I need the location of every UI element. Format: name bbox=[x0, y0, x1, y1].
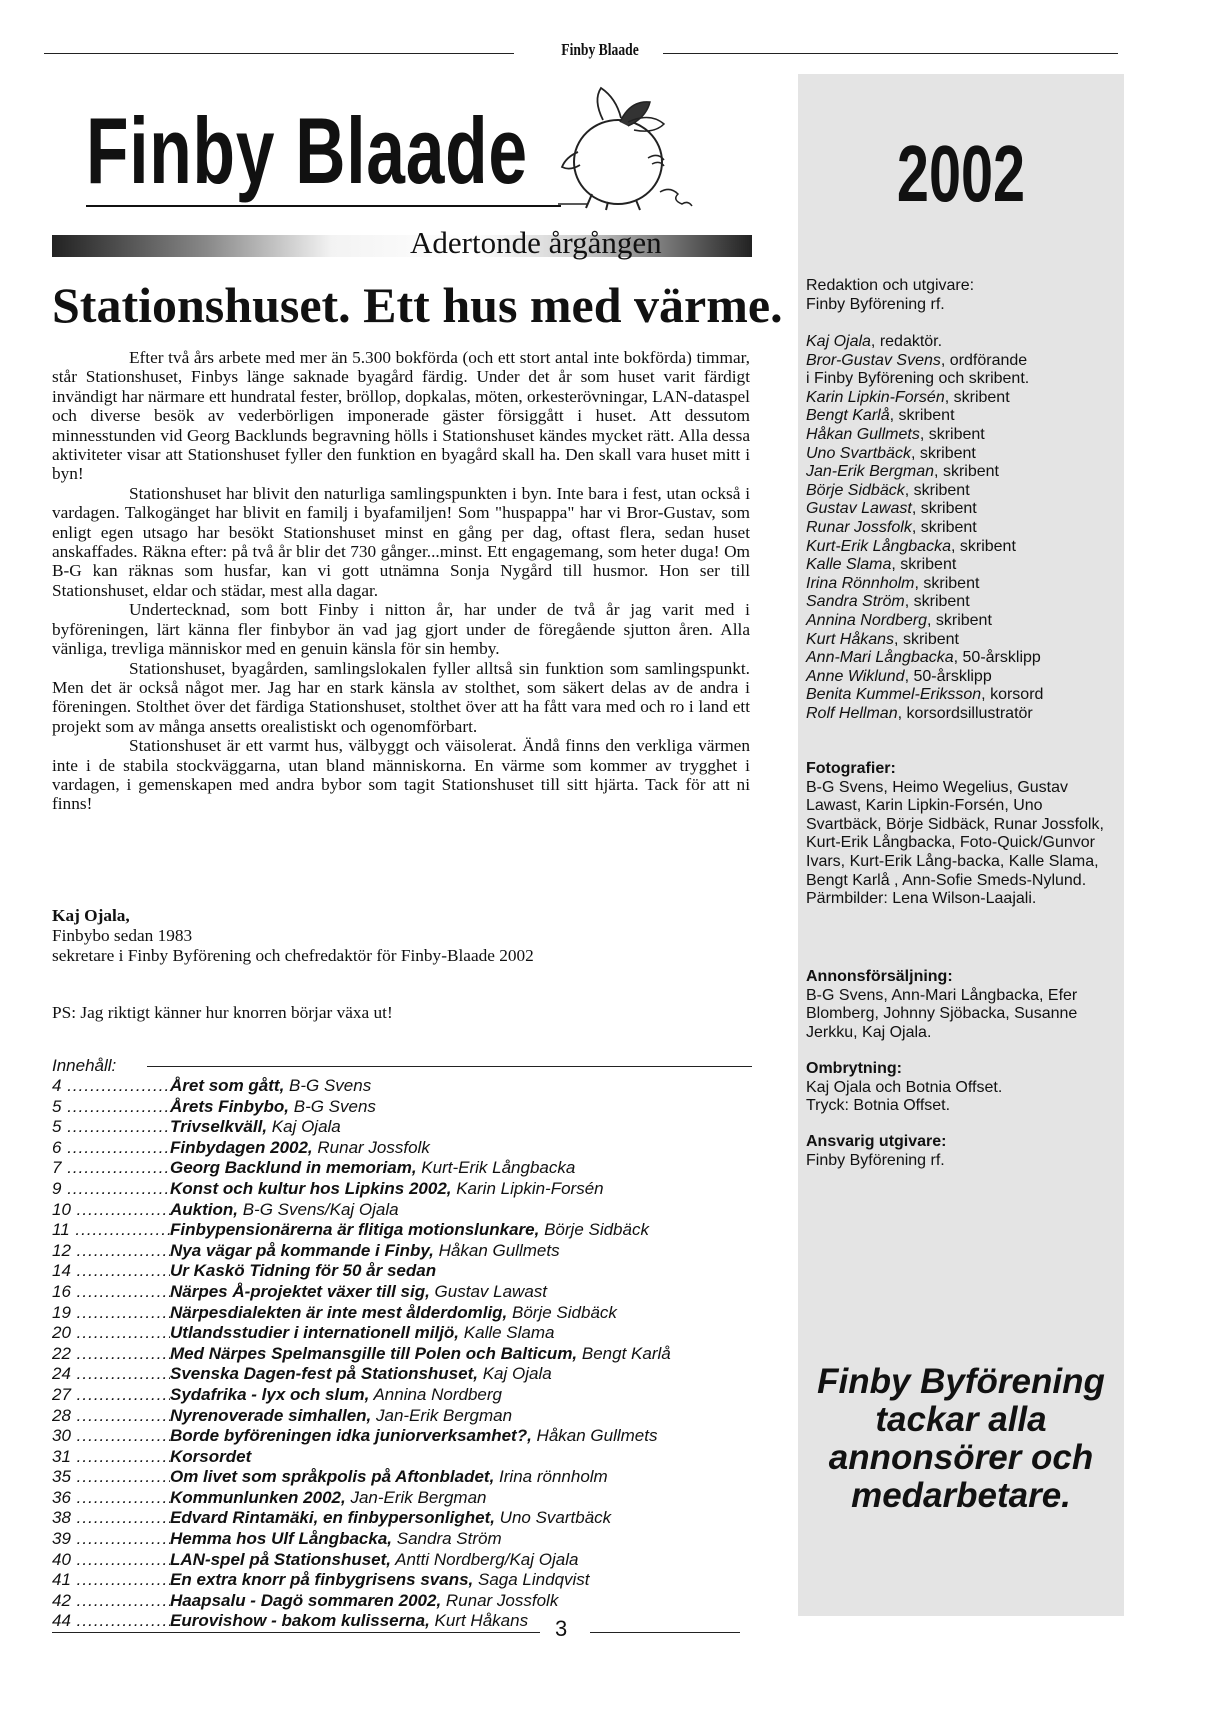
toc-title: Om livet som språkpolis på Aftonbladet, bbox=[170, 1467, 495, 1487]
toc-page-number: 39 ..... bbox=[52, 1529, 170, 1550]
staff-name: Kalle Slama bbox=[806, 556, 892, 574]
toc-title: Korsordet bbox=[170, 1446, 252, 1466]
toc-title: Kommunlunken 2002, bbox=[170, 1487, 346, 1507]
toc-row bbox=[52, 1282, 772, 1303]
toc-page-number: 7 ..... bbox=[52, 1158, 170, 1179]
toc-row bbox=[52, 1364, 772, 1385]
toc-title: Årets Finbybo, bbox=[170, 1096, 290, 1116]
staff-name: Håkan Gullmets bbox=[806, 425, 920, 443]
toc-page-number: 14 ..... bbox=[52, 1261, 170, 1282]
staff-entry bbox=[806, 463, 1116, 482]
toc-title: Hemma hos Ulf Långbacka, bbox=[170, 1529, 393, 1549]
toc-page-number: 30 ..... bbox=[52, 1426, 170, 1447]
toc-title: Konst och kultur hos Lipkins 2002, bbox=[170, 1178, 452, 1198]
toc-page-number: 38 ..... bbox=[52, 1508, 170, 1529]
toc-row bbox=[52, 1385, 772, 1406]
toc-author: Kalle Slama bbox=[459, 1323, 555, 1343]
toc-row bbox=[52, 1508, 772, 1529]
toc-row bbox=[52, 1406, 772, 1427]
signature-name: Kaj Ojala, bbox=[52, 906, 130, 925]
toc-author: Håkan Gullmets bbox=[433, 1240, 560, 1260]
staff-role: , korsordsillustratör bbox=[897, 704, 1033, 722]
staff-entry bbox=[806, 668, 1116, 687]
toc-page-number: 22 ..... bbox=[52, 1344, 170, 1365]
toc-row bbox=[52, 1303, 772, 1324]
signature-line: sekretare i Finby Byförening och chefredaktör för Finby-Blaade 2002 bbox=[52, 946, 534, 965]
responsible-credits bbox=[806, 1133, 1116, 1170]
staff-name: Bror-Gustav Svens bbox=[806, 351, 941, 369]
toc-page-number: 4 ..... bbox=[52, 1076, 170, 1097]
toc-title: Utlandsstudier i internationell miljö, bbox=[170, 1323, 460, 1343]
staff-role: , skribent bbox=[911, 518, 977, 536]
toc-author: Uno Svartbäck bbox=[494, 1508, 612, 1528]
toc-title: Trivselkväll, bbox=[170, 1117, 268, 1137]
toc-page-number: 41 ..... bbox=[52, 1570, 170, 1591]
staff-name: Kurt-Erik Långbacka bbox=[806, 537, 951, 555]
toc-title: Nya vägar på kommande i Finby, bbox=[170, 1240, 434, 1260]
toc-row bbox=[52, 1529, 772, 1550]
toc-row bbox=[52, 1138, 772, 1159]
staff-entry bbox=[806, 500, 1116, 519]
toc-row bbox=[52, 1611, 772, 1632]
toc-row bbox=[52, 1261, 772, 1282]
ads-credits bbox=[806, 968, 1116, 1042]
article-headline: Stationshuset. Ett hus med värme. bbox=[52, 277, 783, 333]
staff-role: , skribent bbox=[934, 463, 999, 481]
photo-label: Fotografier: bbox=[806, 760, 896, 777]
staff-name: Kurt Håkans bbox=[806, 630, 895, 648]
toc-row bbox=[52, 1117, 772, 1138]
toc-row bbox=[52, 1076, 772, 1097]
toc-page-number: 20 ..... bbox=[52, 1323, 170, 1344]
ads-label: Annonsförsäljning: bbox=[806, 968, 953, 985]
staff-entry bbox=[806, 333, 1116, 352]
publisher-block bbox=[806, 277, 1116, 314]
toc-page-number: 27 ..... bbox=[52, 1385, 170, 1406]
footer-rule-right bbox=[590, 1632, 740, 1633]
toc-row bbox=[52, 1344, 772, 1365]
toc-page-number: 11 ..... bbox=[52, 1220, 170, 1241]
toc-title: Med Närpes Spelmansgille till Polen och Balticum, bbox=[170, 1343, 578, 1363]
toc-title: Auktion, bbox=[170, 1199, 238, 1219]
staff-role: , skribent bbox=[904, 593, 970, 611]
staff-entry bbox=[806, 612, 1116, 631]
staff-name: Börje Sidbäck bbox=[806, 481, 905, 499]
layout-label: Ombrytning: bbox=[806, 1060, 902, 1077]
toc-author: Saga Lindqvist bbox=[473, 1570, 590, 1590]
toc-title: Svenska Dagen-fest på Stationshuset, bbox=[170, 1364, 478, 1384]
footer-rule-left bbox=[52, 1632, 540, 1633]
staff-entry bbox=[806, 575, 1116, 594]
toc-author: Jan-Erik Bergman bbox=[371, 1405, 513, 1425]
toc-author: B-G Svens bbox=[289, 1096, 376, 1116]
toc-title: Edvard Rintamäki, en finbypersonlighet, bbox=[170, 1508, 495, 1528]
toc-title: En extra knorr på finbygrisens svans, bbox=[170, 1570, 474, 1590]
staff-role: , skribent bbox=[919, 425, 985, 443]
staff-name: Anne Wiklund bbox=[806, 667, 905, 685]
staff-role: , skribent bbox=[891, 556, 957, 574]
staff-entry bbox=[806, 426, 1116, 445]
layout-text: Kaj Ojala och Botnia Offset. bbox=[806, 1078, 1003, 1096]
postscript: PS: Jag riktigt känner hur knorren börjar växa ut! bbox=[52, 1003, 393, 1022]
toc-author: Annina Nordberg bbox=[369, 1384, 502, 1404]
toc-heading: Innehåll: bbox=[52, 1056, 117, 1075]
toc-row bbox=[52, 1158, 772, 1179]
toc-page-number: 5 ..... bbox=[52, 1097, 170, 1118]
staff-name: Sandra Ström bbox=[806, 593, 905, 611]
staff-list bbox=[806, 333, 1116, 723]
signature bbox=[52, 906, 534, 966]
toc-author: B-G Svens/Kaj Ojala bbox=[238, 1199, 399, 1219]
toc-page-number: 5 ..... bbox=[52, 1117, 170, 1138]
toc-page-number: 42 ..... bbox=[52, 1591, 170, 1612]
staff-role: , skribent bbox=[911, 500, 977, 518]
toc-page-number: 12 ..... bbox=[52, 1241, 170, 1262]
toc-title: Eurovishow - bakom kulisserna, bbox=[170, 1611, 430, 1631]
masthead-subtitle: Adertonde årgången bbox=[410, 225, 662, 260]
toc-page-number: 28 ..... bbox=[52, 1406, 170, 1427]
toc-row bbox=[52, 1570, 772, 1591]
toc-title: Sydafrika - lyx och slum, bbox=[170, 1384, 370, 1404]
toc-row bbox=[52, 1179, 772, 1200]
staff-entry bbox=[806, 593, 1116, 612]
toc-page-number: 16 ..... bbox=[52, 1282, 170, 1303]
toc-row bbox=[52, 1323, 772, 1344]
toc-page-number: 19 ..... bbox=[52, 1303, 170, 1324]
toc-page-number: 36 ..... bbox=[52, 1488, 170, 1509]
thanks-note: Finby Byförening tackar alla annonsörer och medarbetare. bbox=[817, 1362, 1105, 1515]
toc-page-number: 40 ..... bbox=[52, 1550, 170, 1571]
toc-row bbox=[52, 1220, 772, 1241]
header-rule-right bbox=[663, 53, 1118, 54]
staff-role: , skribent bbox=[904, 481, 970, 499]
toc-title: Georg Backlund in memoriam, bbox=[170, 1158, 417, 1178]
toc-author: Karin Lipkin-Forsén bbox=[451, 1178, 604, 1198]
staff-role: , korsord bbox=[981, 686, 1044, 704]
toc-page-number: 9 ..... bbox=[52, 1179, 170, 1200]
toc-title: Nyrenoverade simhallen, bbox=[170, 1405, 372, 1425]
article-paragraph: Stationshuset är ett varmt hus, välbyggt och väisolerat. Ändå finns den verkliga värmen inte i de stabila stockväggarna, utan bland människorna. En värme som kommer av trygghet i vardagen, i gemenskapen med andra bybor som tagit Stationshuset till sitt hjärta. Tack för att ni finns! bbox=[52, 736, 750, 814]
year-title: 2002 bbox=[896, 129, 1026, 218]
toc-author: Antti Nordberg/Kaj Ojala bbox=[391, 1549, 579, 1569]
toc-row bbox=[52, 1447, 772, 1468]
toc-title: Närpes Å-projektet växer till sig, bbox=[170, 1281, 430, 1301]
photo-text: B-G Svens, Heimo Wegelius, Gustav Lawast, Karin Lipkin-Forsén, Uno Svartbäck, Börje Sidbäck, Runar Jossfolk, Kurt-Erik Långbacka, Foto-Quick/Gunvor Ivars, Kurt-Erik Lång-backa, Kalle Slama, Bengt Karlå , Ann-Sofie Smeds-Nylund. bbox=[806, 778, 1104, 889]
toc-author: Sandra Ström bbox=[392, 1529, 502, 1549]
running-header: Finby Blaade bbox=[561, 40, 639, 59]
ads-text: B-G Svens, Ann-Mari Långbacka, Efer Blomberg, Johnny Sjöbacka, Susanne Jerkku, Kaj Ojala. bbox=[806, 986, 1078, 1041]
toc-author: Börje Sidbäck bbox=[507, 1302, 617, 1322]
toc-author: Börje Sidbäck bbox=[539, 1220, 649, 1240]
staff-entry bbox=[806, 407, 1116, 426]
toc-author: Kaj Ojala bbox=[477, 1364, 552, 1384]
toc-author: Bengt Karlå bbox=[577, 1343, 671, 1363]
toc-title: Ur Kaskö Tidning för 50 år sedan bbox=[170, 1261, 437, 1281]
toc-author: Kaj Ojala bbox=[267, 1117, 341, 1137]
toc-title: Närpesdialekten är inte mest ålderdomlig, bbox=[170, 1302, 508, 1322]
toc-page-number: 6 ..... bbox=[52, 1138, 170, 1159]
masthead-rule bbox=[86, 205, 561, 207]
staff-entry bbox=[806, 519, 1116, 538]
staff-entry bbox=[806, 482, 1116, 501]
toc-author: Runar Jossfolk bbox=[312, 1137, 430, 1157]
toc-page-number: 44 ..... bbox=[52, 1611, 170, 1632]
toc-row bbox=[52, 1426, 772, 1447]
staff-name: Karin Lipkin-Forsén bbox=[806, 388, 945, 406]
toc-row bbox=[52, 1550, 772, 1571]
responsible-label: Ansvarig utgivare: bbox=[806, 1133, 947, 1150]
toc-page-number: 31 ..... bbox=[52, 1447, 170, 1468]
header-rule-left bbox=[44, 53, 514, 54]
staff-role: , skribent bbox=[926, 611, 992, 629]
staff-name: Jan-Erik Bergman bbox=[806, 463, 935, 481]
staff-role: , skribent bbox=[894, 630, 959, 648]
staff-entry bbox=[806, 352, 1116, 371]
pig-logo-icon bbox=[548, 82, 698, 212]
toc-author: Runar Jossfolk bbox=[441, 1590, 559, 1610]
toc-author: B-G Svens bbox=[284, 1076, 372, 1095]
toc-title: Haapsalu - Dagö sommaren 2002, bbox=[170, 1590, 442, 1610]
article-paragraph: Efter två års arbete med mer än 5.300 bokförda (och ett stort antal inte bokförda) timmar, står Stationshuset, Finbys länge saknade byagård färdig. Under det år som huset varit färdigt invändigt har närmare ett hundratal fester, bröllop, dopkalas, möten, orkesterövningar, LAN-dataspel och diverse besök av vederbörligen imponerade gäster försiggått i huset. Att dessutom minnesstunden vid Georg Backlunds begravning hölls i Stationshuset kändes mycket rätt. Alla dessa aktiviteter visar att Stationshuset fyller den funktion en byagård skall ha. Den skall vara huset mitt i byn! bbox=[52, 348, 750, 484]
staff-name: Annina Nordberg bbox=[806, 611, 927, 629]
staff-role: , skribent bbox=[910, 444, 976, 462]
masthead-title: Finby Blaade bbox=[86, 98, 528, 203]
toc-title: Finbypensionärerna är flitiga motionslunkare, bbox=[170, 1220, 540, 1240]
staff-role: , skribent bbox=[950, 537, 1016, 555]
staff-name: Kaj Ojala bbox=[806, 333, 871, 350]
toc-row bbox=[52, 1241, 772, 1262]
staff-name: Bengt Karlå bbox=[806, 407, 890, 425]
toc-author: Kurt-Erik Långbacka bbox=[416, 1158, 576, 1178]
publisher-name: Finby Byförening rf. bbox=[806, 295, 945, 313]
signature-line: Finbybo sedan 1983 bbox=[52, 926, 193, 945]
responsible-text: Finby Byförening rf. bbox=[806, 1151, 945, 1169]
toc-row bbox=[52, 1488, 772, 1509]
staff-role: i Finby Byförening och skribent. bbox=[806, 370, 1030, 388]
staff-entry bbox=[806, 389, 1116, 408]
toc-author: Irina rönnholm bbox=[494, 1467, 608, 1487]
table-of-contents bbox=[52, 1076, 772, 1632]
toc-title: Året som gått, bbox=[170, 1076, 285, 1095]
article-paragraph: Undertecknad, som bott Finby i nitton år, har under de två år jag varit med i byföreningen, lärt känna fler finbybor än vad jag gjort under de föregående sjutton åren. Alla vänliga, trevliga människor med en genuin känsla för sin hemby. bbox=[52, 600, 750, 659]
staff-role: , skribent bbox=[889, 407, 955, 425]
staff-name: Rolf Hellman bbox=[806, 704, 898, 722]
staff-role: , 50-årsklipp bbox=[953, 649, 1041, 667]
cover-text: Pärmbilder: Lena Wilson-Laajali. bbox=[806, 890, 1037, 908]
staff-name: Gustav Lawast bbox=[806, 500, 912, 518]
toc-author: Kurt Håkans bbox=[429, 1611, 529, 1631]
toc-page-number: 35 ..... bbox=[52, 1467, 170, 1488]
toc-title: LAN-spel på Stationshuset, bbox=[170, 1549, 392, 1569]
page-number: 3 bbox=[555, 1616, 568, 1641]
toc-row bbox=[52, 1467, 772, 1488]
staff-entry bbox=[806, 631, 1116, 650]
toc-row bbox=[52, 1200, 772, 1221]
staff-entry bbox=[806, 705, 1116, 724]
staff-name: Uno Svartbäck bbox=[806, 444, 911, 462]
staff-name: Ann-Mari Långbacka bbox=[806, 649, 954, 667]
staff-role: , redaktör. bbox=[870, 333, 943, 350]
staff-entry bbox=[806, 538, 1116, 557]
toc-author: Gustav Lawast bbox=[429, 1281, 547, 1301]
staff-entry bbox=[806, 649, 1116, 668]
toc-title: Finbydagen 2002, bbox=[170, 1137, 313, 1157]
article-paragraph: Stationshuset, byagården, samlingslokalen fyller alltså sin funktion som samlingspunkt. Men det är också något mer. Jag har en stark känsla av stolthet, som säkert delas av de andra i föreningen. Stolthet över det färdiga Stationshuset, stolthet över att ha fått vara med och ro i land ett projekt som av många ansetts orealistiskt och ogenomförbart. bbox=[52, 658, 750, 736]
staff-entry bbox=[806, 445, 1116, 464]
toc-row bbox=[52, 1591, 772, 1612]
staff-role: , skribent bbox=[914, 574, 980, 592]
staff-name: Benita Kummel-Eriksson bbox=[806, 686, 982, 704]
staff-entry bbox=[806, 556, 1116, 575]
toc-row bbox=[52, 1097, 772, 1118]
toc-heading-rule bbox=[147, 1066, 752, 1067]
toc-page-number: 10 ..... bbox=[52, 1200, 170, 1221]
layout-credits bbox=[806, 1060, 1116, 1116]
staff-entry bbox=[806, 686, 1116, 705]
staff-role: , ordförande bbox=[940, 351, 1028, 369]
toc-page-number: 24 ..... bbox=[52, 1364, 170, 1385]
toc-author: Håkan Gullmets bbox=[531, 1426, 658, 1446]
staff-entry bbox=[806, 370, 1116, 389]
article-paragraph: Stationshuset har blivit den naturliga samlingspunkten i byn. Inte bara i fest, utan också i vardagen. Talkogänget har blivit en familj i byafamiljen! Som "huspappa" har vi Bror-Gustav, som enligt egen utsago har besökt Stationshuset minst en gång per dag, oftast flera, sedan huset anskaffades. Räkna efter: på två år blir det 730 gånger...minst. Ett engagemang, som heter duga! Om B-G kan räknas som husfar, kan vi gott utnämna Sonja Nygård till husmor. Hon ser till Stationshuset, eldar och städar, mest alla dagar. bbox=[52, 483, 750, 600]
toc-author: Jan-Erik Bergman bbox=[345, 1487, 487, 1507]
print-text: Tryck: Botnia Offset. bbox=[806, 1097, 951, 1115]
staff-role: , 50-årsklipp bbox=[904, 667, 992, 685]
toc-title: Borde byföreningen idka juniorverksamhet?, bbox=[170, 1426, 532, 1446]
staff-name: Runar Jossfolk bbox=[806, 518, 912, 536]
photo-credits bbox=[806, 760, 1116, 909]
publisher-label: Redaktion och utgivare: bbox=[806, 277, 975, 294]
staff-role: , skribent bbox=[944, 388, 1010, 406]
article-body bbox=[52, 348, 750, 814]
staff-name: Irina Rönnholm bbox=[806, 574, 915, 592]
